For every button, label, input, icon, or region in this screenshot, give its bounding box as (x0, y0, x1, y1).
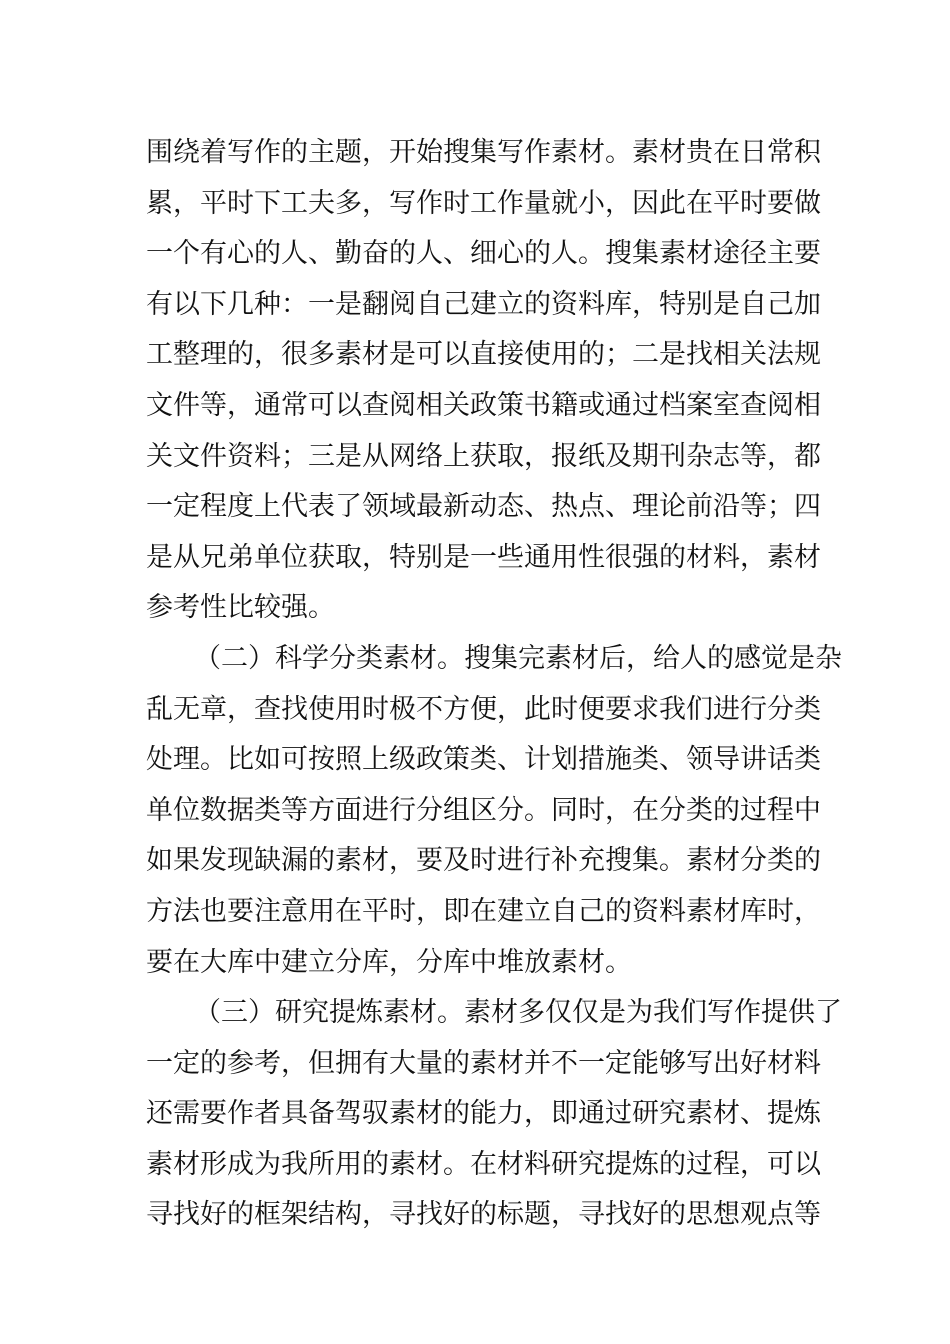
paragraph-3-line-1: （三）研究提炼素材。素材多仅仅是为我们写作提供了 (194, 997, 842, 1029)
paragraph-2-line-3: 处理。比如可按照上级政策类、计划措施类、领导讲话类 (146, 744, 821, 776)
paragraph-1-line-10: 参考性比较强。 (146, 592, 335, 624)
paragraph-3-line-5: 寻找好的框架结构，寻找好的标题，寻找好的思想观点等 (146, 1199, 821, 1231)
paragraph-1-line-3: 一个有心的人、勤奋的人、细心的人。搜集素材途径主要 (146, 238, 821, 270)
paragraph-3-line-3: 还需要作者具备驾驭素材的能力，即通过研究素材、提炼 (146, 1098, 821, 1130)
paragraph-2-line-6: 方法也要注意用在平时，即在建立自己的资料素材库时， (146, 895, 821, 927)
paragraph-2-line-5: 如果发现缺漏的素材，要及时进行补充搜集。素材分类的 (146, 845, 821, 877)
paragraph-1-line-7: 关文件资料；三是从网络上获取，报纸及期刊杂志等，都 (146, 440, 821, 472)
paragraph-2-line-7: 要在大库中建立分库，分库中堆放素材。 (146, 946, 632, 978)
paragraph-3-line-4: 素材形成为我所用的素材。在材料研究提炼的过程，可以 (146, 1148, 821, 1180)
paragraph-1-line-6: 文件等，通常可以查阅相关政策书籍或通过档案室查阅相 (146, 389, 821, 421)
paragraph-1-line-8: 一定程度上代表了领域最新动态、热点、理论前沿等；四 (146, 491, 821, 523)
paragraph-2-line-4: 单位数据类等方面进行分组区分。同时，在分类的过程中 (146, 794, 821, 826)
paragraph-3-line-2: 一定的参考，但拥有大量的素材并不一定能够写出好材料 (146, 1047, 821, 1079)
paragraph-1-line-2: 累，平时下工夫多，写作时工作量就小，因此在平时要做 (146, 187, 821, 219)
paragraph-1-line-9: 是从兄弟单位获取，特别是一些通用性很强的材料，素材 (146, 541, 821, 573)
paragraph-1-line-1: 围绕着写作的主题，开始搜集写作素材。素材贵在日常积 (146, 137, 821, 168)
paragraph-1-line-5: 工整理的，很多素材是可以直接使用的；二是找相关法规 (146, 339, 821, 371)
paragraph-1-line-4: 有以下几种：一是翻阅自己建立的资料库，特别是自己加 (146, 288, 821, 320)
paragraph-2-line-2: 乱无章，查找使用时极不方便，此时便要求我们进行分类 (146, 693, 821, 725)
paragraph-2-line-1: （二）科学分类素材。搜集完素材后，给人的感觉是杂 (194, 642, 842, 674)
document-body (146, 128, 842, 1241)
